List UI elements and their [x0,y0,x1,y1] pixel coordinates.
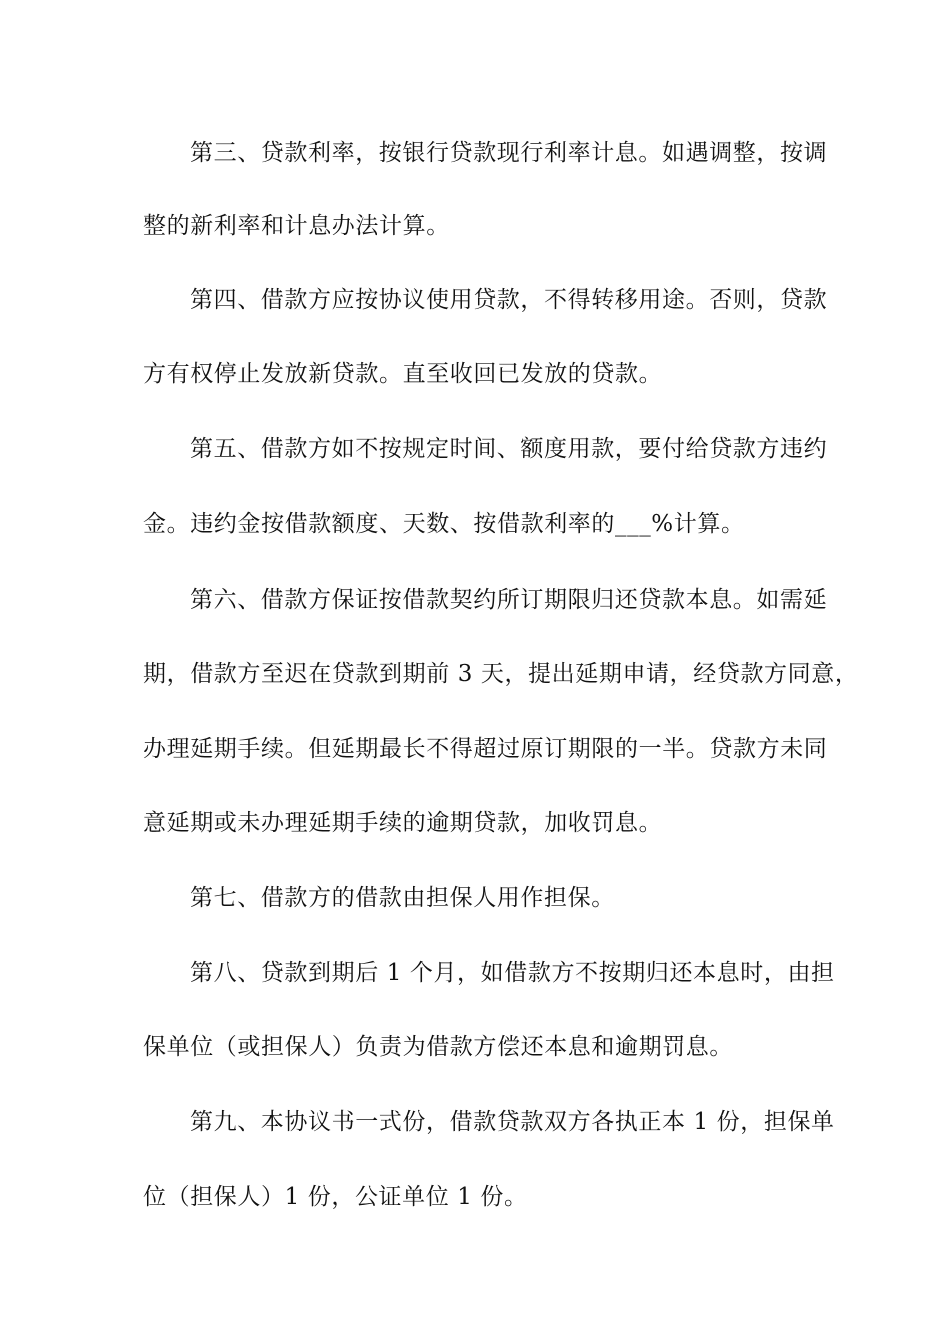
clause-7-line-1: 第七、借款方的借款由担保人用作担保。 [190,885,615,911]
clause-5-line-2: 金。违约金按借款额度、天数、按借款利率的___%计算。 [143,511,745,537]
clause-3-line-1: 第三、贷款利率，按银行贷款现行利率计息。如遇调整，按调 [190,140,828,166]
clause-5-line-1: 第五、借款方如不按规定时间、额度用款，要付给贷款方违约 [190,436,828,462]
clause-6-line-1: 第六、借款方保证按借款契约所订期限归还贷款本息。如需延 [190,587,828,613]
clause-9-line-2: 位（担保人）1 份，公证单位 1 份。 [143,1184,528,1210]
clause-6-line-4: 意延期或未办理延期手续的逾期贷款，加收罚息。 [143,810,663,836]
clause-6-line-2: 期，借款方至迟在贷款到期前 3 天，提出延期申请，经贷款方同意， [143,661,859,687]
clause-9-line-1: 第九、本协议书一式份，借款贷款双方各执正本 1 份，担保单 [190,1109,835,1135]
clause-6-line-3: 办理延期手续。但延期最长不得超过原订期限的一半。贷款方未同 [143,736,828,762]
clause-8-line-2: 保单位（或担保人）负责为借款方偿还本息和逾期罚息。 [143,1034,733,1060]
clause-8-line-1: 第八、贷款到期后 1 个月，如借款方不按期归还本息时，由担 [190,960,835,986]
clause-3-line-2: 整的新利率和计息办法计算。 [143,213,450,239]
clause-4-line-2: 方有权停止发放新贷款。直至收回已发放的贷款。 [143,361,663,387]
clause-4-line-1: 第四、借款方应按协议使用贷款，不得转移用途。否则，贷款 [190,287,828,313]
